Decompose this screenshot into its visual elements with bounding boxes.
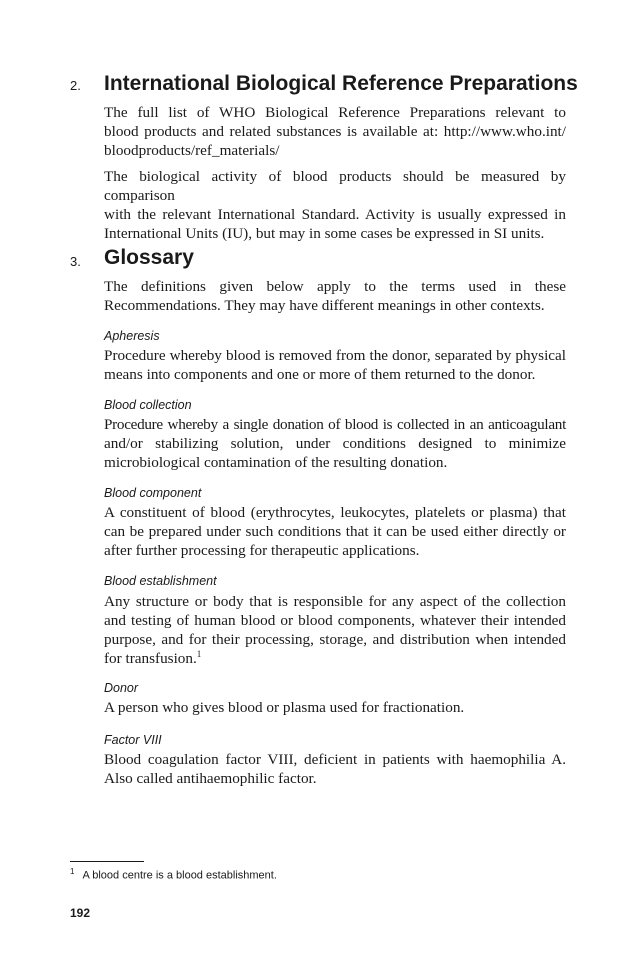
glossary-definition-factor-viii xyxy=(104,750,566,788)
text-line: purpose, and for their processing, storage, and distribution when intended xyxy=(104,631,566,648)
footnote-reference: 1 xyxy=(196,648,202,659)
glossary-intro xyxy=(104,277,566,315)
footnote-mark: 1 xyxy=(70,867,75,876)
glossary-term-blood-establishment: Blood establishment xyxy=(104,574,217,588)
text-line: microbiological contamination of the resulting donation. xyxy=(104,454,448,471)
text-line: Procedure whereby a single donation of blood is collected in an anticoagulant xyxy=(104,416,566,433)
footnote-divider xyxy=(70,861,144,862)
glossary-term-apheresis: Apheresis xyxy=(104,329,160,343)
text-line: Any structure or body that is responsible for any aspect of the collection xyxy=(104,593,566,610)
text-line: with the relevant International Standard. Activity is usually expressed in xyxy=(104,206,566,223)
text-line: The definitions given below apply to the terms used in these xyxy=(104,278,566,295)
footnote-text: A blood centre is a blood establishment. xyxy=(82,869,277,882)
text-line: Also called antihaemophilic factor. xyxy=(104,770,317,787)
text-line: Procedure whereby blood is removed from the donor, separated by physical xyxy=(104,347,566,364)
glossary-term-blood-component: Blood component xyxy=(104,486,202,500)
text-line xyxy=(104,649,566,668)
page-number: 192 xyxy=(70,906,91,920)
text-line: and/or stabilizing solution, under conditions designed to minimize xyxy=(104,435,566,452)
text-line: can be prepared under such conditions that it can be used either directly or xyxy=(104,523,566,540)
glossary-definition-blood-establishment xyxy=(104,592,566,668)
text-line: means into components and one or more of them returned to the donor. xyxy=(104,366,536,383)
text-line: International Units (IU), but may in some cases be expressed in SI units. xyxy=(104,225,545,242)
text-line: bloodproducts/ref_materials/ xyxy=(104,142,280,159)
text-line: blood products and related substances is available at: http://www.who.int/ xyxy=(104,123,566,140)
glossary-definition-blood-collection xyxy=(104,415,566,472)
glossary-term-blood-collection: Blood collection xyxy=(104,398,192,412)
glossary-term-factor-viii: Factor VIII xyxy=(104,733,162,747)
section-2-paragraph-1 xyxy=(104,103,566,160)
glossary-term-donor: Donor xyxy=(104,681,139,695)
section-2-paragraph-2 xyxy=(104,167,566,243)
text-line: Blood coagulation factor VIII, deficient in patients with haemophilia A. xyxy=(104,751,566,768)
text-line: A person who gives blood or plasma used for fractionation. xyxy=(104,699,465,716)
text-line-content: for transfusion. xyxy=(104,650,197,667)
text-line: The full list of WHO Biological Reference Preparations relevant to xyxy=(104,104,566,121)
text-line: and testing of human blood or blood components, whatever their intended xyxy=(104,612,566,629)
glossary-definition-donor xyxy=(104,698,566,717)
footnote xyxy=(70,867,277,882)
glossary-definition-apheresis xyxy=(104,346,566,384)
text-line: Recommendations. They may have different meanings in other contexts. xyxy=(104,297,545,314)
text-line: The biological activity of blood products should be measured by comparison xyxy=(104,168,566,204)
section-2-title: International Biological Reference Preparations xyxy=(104,72,578,95)
section-2-number: 2. xyxy=(70,78,81,93)
section-3-title: Glossary xyxy=(104,246,194,269)
text-line: after further processing for therapeutic applications. xyxy=(104,542,420,559)
section-3-number: 3. xyxy=(70,254,81,269)
glossary-definition-blood-component xyxy=(104,503,566,560)
text-line: A constituent of blood (erythrocytes, leukocytes, platelets or plasma) that xyxy=(104,504,566,521)
